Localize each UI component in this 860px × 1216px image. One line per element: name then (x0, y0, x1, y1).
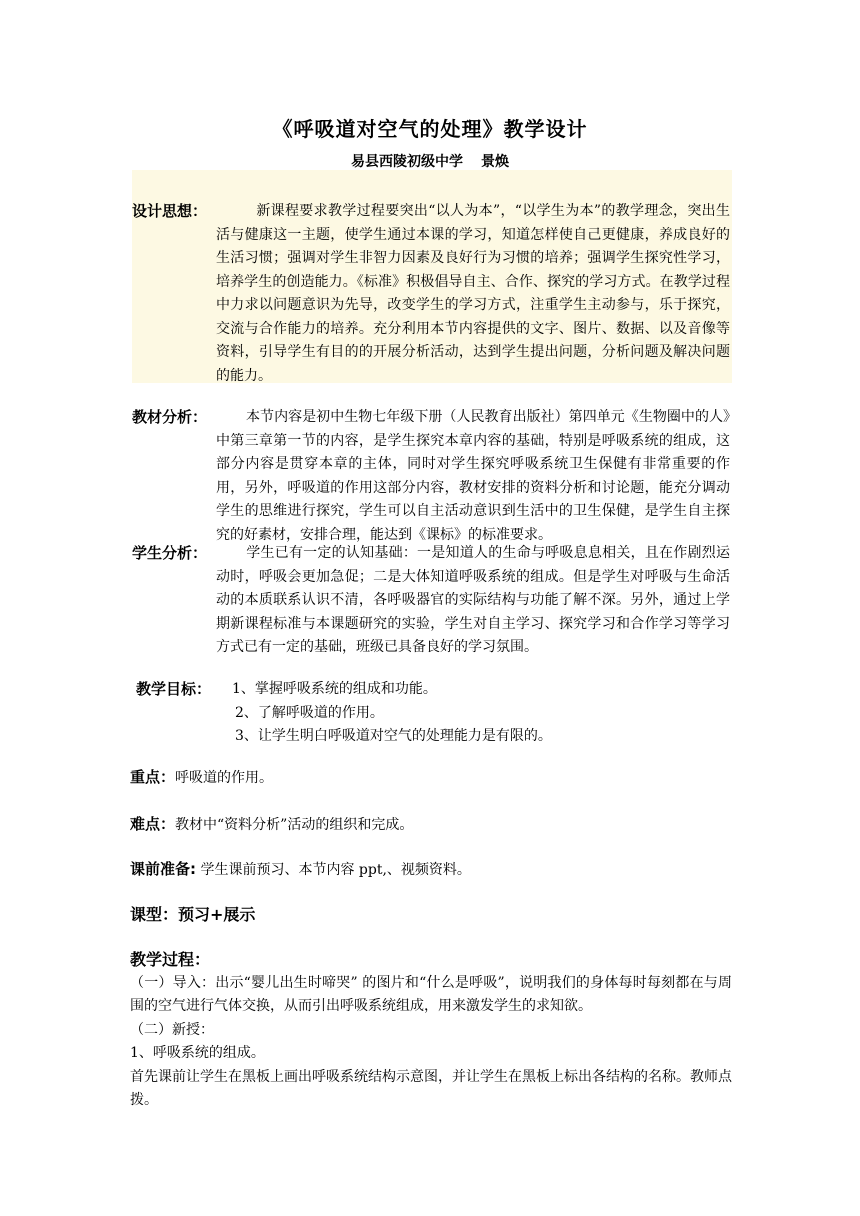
difficulty-text: 教材中“资料分析”活动的组织和完成。 (175, 817, 414, 833)
byline (0, 151, 860, 171)
key-point-label: 重点： (130, 768, 176, 786)
preparation-row (130, 858, 732, 883)
process-intro: （一）导入：出示“婴儿出生时啼哭” 的图片和“什么是呼吸”，说明我们的身体每时每刻都在与周围的空气进行气体交换，从而引出呼吸系统组成，用来激发学生的求知欲。 (130, 974, 732, 1014)
student-analysis-text-block (216, 542, 730, 660)
goal-item: 1、掌握呼吸系统的组成和功能。 (232, 681, 437, 697)
author-name: 景焕 (481, 154, 509, 170)
document-title: 《呼吸道对空气的处理》教学设计 (272, 117, 588, 141)
school-name: 易县西陵初级中学 (351, 154, 463, 170)
process-label: 教学过程： (130, 950, 211, 969)
difficulty-label: 难点： (130, 815, 176, 833)
difficulty-row (130, 813, 732, 838)
lesson-type-row (130, 903, 732, 929)
preparation-label: 课前准备: (130, 860, 196, 878)
preparation-text: 学生课前预习、本节内容 ppt,、视频资料。 (196, 862, 471, 878)
design-thinking-text-block (216, 200, 730, 388)
goals-list (232, 678, 552, 749)
process-section (130, 948, 732, 1113)
lesson-type-label: 课型：预习+展示 (130, 905, 256, 924)
material-analysis-label: 教材分析： (132, 408, 208, 426)
key-point-text: 呼吸道的作用。 (175, 770, 274, 786)
design-thinking-section (132, 170, 732, 383)
material-analysis-text-block (216, 406, 730, 547)
material-analysis-text: 本节内容是初中生物七年级下册（人民教育出版社）第四单元《生物圈中的人》中第三章第一节的内容，是学生探究本章内容的基础，特别是呼吸系统的组成，这部分内容是贯穿本章的主体，同时对学生探究呼吸系统卫生保健有非常重要的作用，另外，呼吸道的作用这部分内容，教材安排的资料分析和讨论题，能充分调动学生的思维进行探究，学生可以自主活动意识到生活中的卫生保健，是学生自主探究的好素材，安排合理，能达到《课标》的标准要求。 (216, 409, 730, 543)
student-analysis-text: 学生已有一定的认知基础：一是知道人的生命与呼吸息息相关，且在作剧烈运动时，呼吸会更加急促；二是大体知道呼吸系统的组成。但是学生对呼吸与生命活动的本质联系认识不清，各呼吸器官的实际结构与功能了解不深。另外，通过上学期新课程标准与本课题研究的实验，学生对自主学习、探究学习和合作学习等学习方式已有一定的基础，班级已具备良好的学习氛围。 (216, 545, 730, 655)
design-thinking-label: 设计思想： (132, 202, 208, 220)
process-new-lesson: （二）新授： (130, 1021, 214, 1038)
goal-item: 2、了解呼吸道的作用。 (235, 704, 384, 721)
goals-label: 教学目标： (136, 680, 212, 698)
student-analysis-label: 学生分析： (132, 544, 208, 562)
design-thinking-text: 新课程要求教学过程要突出“以人为本”，“以学生为本”的教学理念，突出生活与健康这一主题，使学生通过本课的学习，知道怎样使自己更健康，养成良好的生活习惯；强调对学生非智力因素及良好行为习惯的培养；强调学生探究性学习，培养学生的创造能力。《标准》积极倡导自主、合作、探究的学习方式。在教学过程中力求以问题意识为先导，改变学生的学习方式，注重学生主动参与，乐于探究，交流与合作能力的培养。充分利用本节内容提供的文字、图片、数据、以及音像等资料，引导学生有目的的开展分析活动，达到学生提出问题，分析问题及解决问题的能力。 (216, 203, 730, 384)
key-point-row (130, 766, 732, 791)
goal-item: 3、让学生明白呼吸道对空气的处理能力是有限的。 (235, 728, 552, 744)
process-item-1-text: 首先课前让学生在黑板上画出呼吸系统结构示意图，并让学生在黑板上标出各结构的名称。教师点拨。 (130, 1068, 732, 1108)
process-item-1: 1、呼吸系统的组成。 (130, 1045, 265, 1061)
